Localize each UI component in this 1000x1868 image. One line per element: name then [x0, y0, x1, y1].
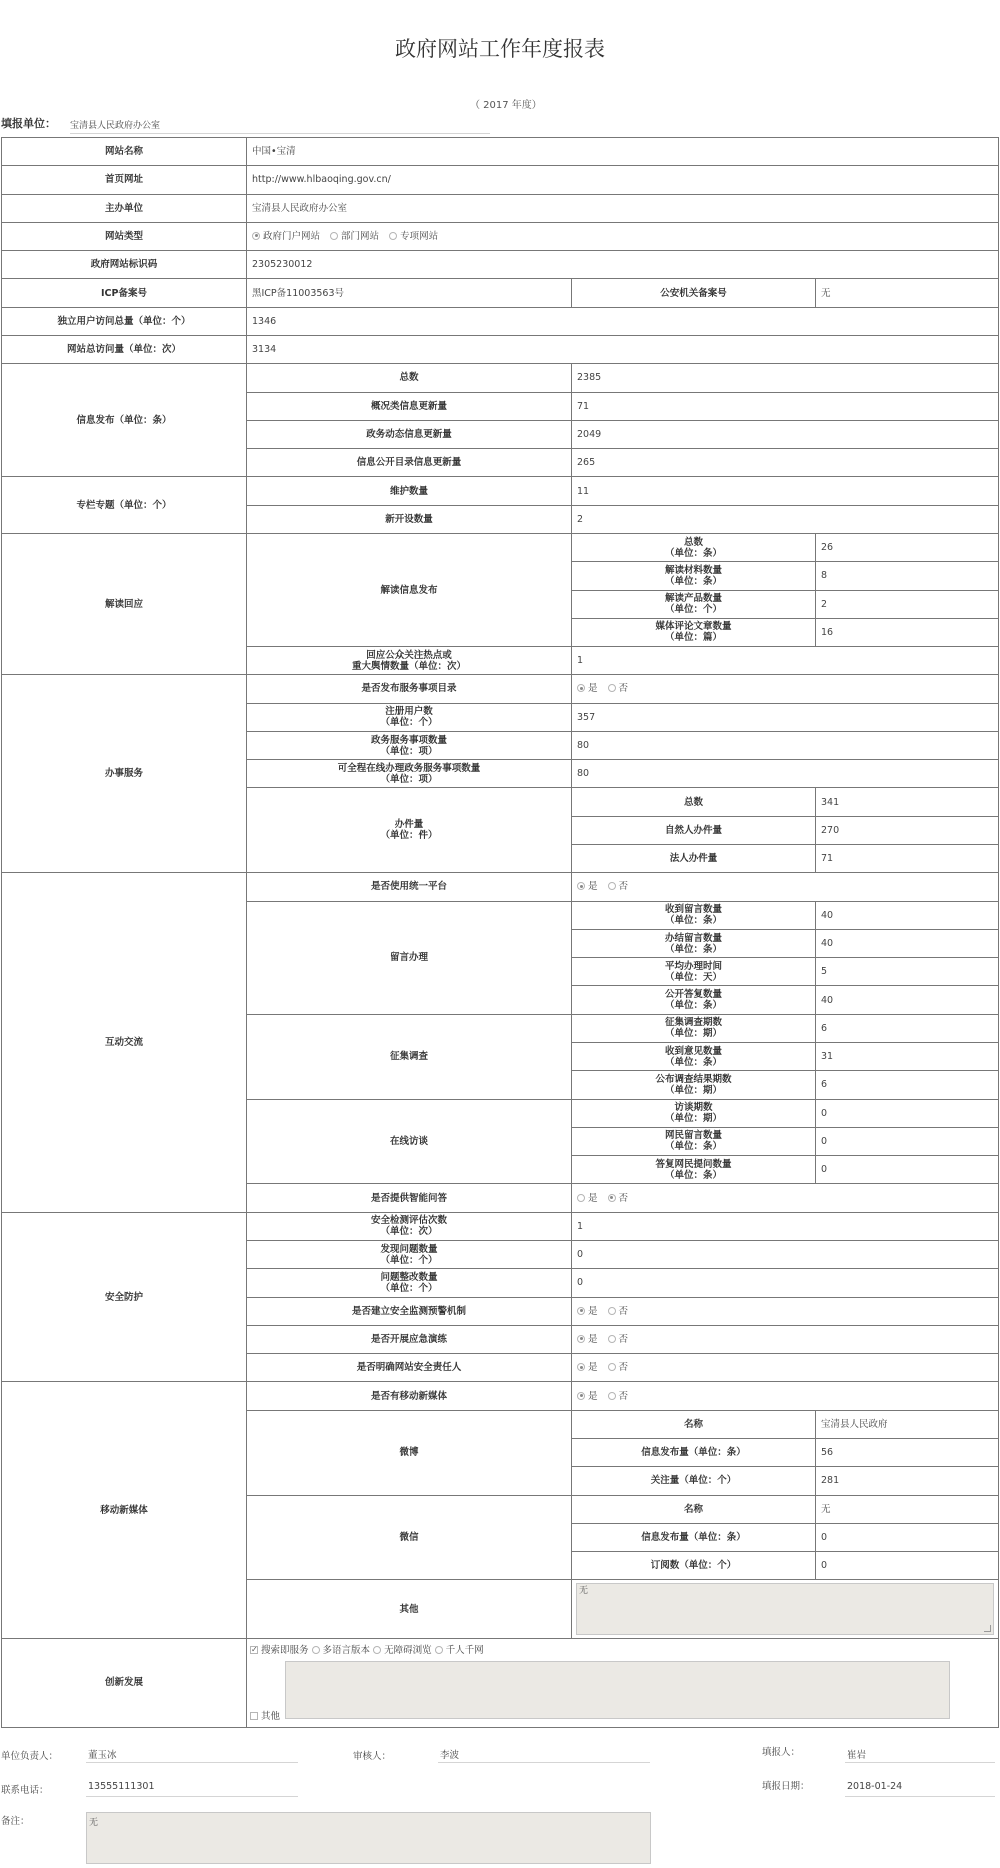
wechat-label: 微信 — [247, 1495, 572, 1580]
service-volume-item-label: 自然人办件量 — [572, 816, 816, 844]
no-option[interactable]: 否 — [608, 683, 629, 694]
no-option[interactable]: 否 — [608, 881, 629, 892]
police-record-label: 公安机关备案号 — [572, 279, 816, 307]
interaction-label: 互动交流 — [2, 873, 247, 1212]
site-code-label: 政府网站标识码 — [2, 251, 247, 279]
leader-field[interactable]: 董玉冰 — [86, 1747, 298, 1763]
radio-icon — [330, 232, 338, 240]
interpret-sub-label: 解读信息发布 — [247, 533, 572, 646]
report-table — [1, 137, 999, 1728]
yes-option[interactable]: 是 — [577, 1334, 598, 1345]
interview-item-field[interactable]: 0 — [816, 1099, 999, 1127]
service-volume-label: 办件量 （单位：件） — [247, 788, 572, 873]
interview-item-label: 答复网民提问数量 （单位：条） — [572, 1156, 816, 1184]
column-topics-item-label: 新开设数量 — [247, 505, 572, 533]
registered-users-field[interactable]: 357 — [572, 703, 999, 731]
radio-icon — [435, 1646, 443, 1654]
security-found-label: 发现问题数量 （单位：个） — [247, 1240, 572, 1268]
pv-field[interactable]: 3134 — [247, 335, 999, 363]
smart-qa-label: 是否提供智能问答 — [247, 1184, 572, 1212]
site-type-option[interactable]: 政府门户网站 — [252, 231, 320, 242]
smart-qa-radio-group — [572, 1184, 999, 1212]
drill-label: 是否开展应急演练 — [247, 1325, 572, 1353]
site-type-radio-group — [247, 222, 999, 250]
column-topics-item-field[interactable]: 2 — [572, 505, 999, 533]
home-url-label: 首页网址 — [2, 166, 247, 194]
innovation-option[interactable]: 多语言版本 — [312, 1645, 371, 1656]
interview-item-label: 网民留言数量 （单位：条） — [572, 1127, 816, 1155]
checkbox-checked-icon — [250, 1646, 258, 1654]
owner-radio-group — [572, 1354, 999, 1382]
registered-users-label: 注册用户数 （单位：个） — [247, 703, 572, 731]
service-catalog-label: 是否发布服务事项目录 — [247, 675, 572, 703]
info-publish-item-field[interactable]: 265 — [572, 449, 999, 477]
survey-item-field[interactable]: 6 — [816, 1071, 999, 1099]
remark-textarea[interactable]: 无 — [86, 1812, 651, 1864]
messages-item-field[interactable]: 40 — [816, 986, 999, 1014]
survey-item-label: 公布调查结果期数 （单位：期） — [572, 1071, 816, 1099]
service-volume-item-field[interactable]: 341 — [816, 788, 999, 816]
pv-label: 网站总访问量（单位：次） — [2, 335, 247, 363]
radio-selected-icon — [577, 1335, 585, 1343]
online-items-label: 可全程在线办理政务服务事项数量 （单位：项） — [247, 760, 572, 788]
info-publish-item-label: 概况类信息更新量 — [247, 392, 572, 420]
survey-item-field[interactable]: 31 — [816, 1043, 999, 1071]
info-publish-item-label: 政务动态信息更新量 — [247, 420, 572, 448]
report-year: （ 2017 年度） — [470, 100, 542, 111]
response-label: 回应公众关注热点或 重大舆情数量（单位：次） — [247, 647, 572, 675]
messages-item-field[interactable]: 40 — [816, 929, 999, 957]
innovation-label: 创新发展 — [2, 1638, 247, 1727]
weibo-item-field[interactable]: 281 — [816, 1467, 999, 1495]
survey-item-field[interactable]: 6 — [816, 1014, 999, 1042]
radio-icon — [608, 1307, 616, 1315]
column-topics-item-label: 维护数量 — [247, 477, 572, 505]
page-title: 政府网站工作年度报表 — [395, 37, 605, 61]
site-type-option[interactable]: 部门网站 — [330, 231, 379, 242]
radio-icon — [608, 1363, 616, 1371]
interpret-item-label: 解读产品数量 （单位：个） — [572, 590, 816, 618]
security-label: 安全防护 — [2, 1212, 247, 1382]
no-option[interactable]: 否 — [608, 1306, 629, 1317]
mobile-label: 移动新媒体 — [2, 1382, 247, 1639]
yes-option[interactable]: 是 — [577, 1306, 598, 1317]
service-catalog-radio-group — [572, 675, 999, 703]
weibo-item-field[interactable]: 56 — [816, 1438, 999, 1466]
radio-icon — [312, 1646, 320, 1654]
owner-label: 是否明确网站安全责任人 — [247, 1354, 572, 1382]
radio-selected-icon — [252, 232, 260, 240]
security-fixed-field[interactable]: 0 — [572, 1269, 999, 1297]
info-publish-item-label: 信息公开目录信息更新量 — [247, 449, 572, 477]
response-field[interactable]: 1 — [572, 647, 999, 675]
radio-icon — [577, 1194, 585, 1202]
messages-item-label: 平均办理时间 （单位：天） — [572, 958, 816, 986]
site-type-option[interactable]: 专项网站 — [389, 231, 438, 242]
mobile-other-label: 其他 — [247, 1580, 572, 1639]
weibo-label: 微博 — [247, 1410, 572, 1495]
security-found-field[interactable]: 0 — [572, 1240, 999, 1268]
uv-field[interactable]: 1346 — [247, 307, 999, 335]
interpret-item-field[interactable]: 26 — [816, 533, 999, 561]
interview-label: 在线访谈 — [247, 1099, 572, 1184]
radio-icon — [608, 684, 616, 692]
fill-unit-input[interactable]: 宝清县人民政府办公室 — [70, 116, 490, 134]
remark-label: 备注： — [1, 1816, 30, 1827]
mobile-has-radio-group — [572, 1382, 999, 1410]
innovation-cell — [247, 1638, 999, 1727]
interview-item-label: 访谈期数 （单位：期） — [572, 1099, 816, 1127]
column-topics-item-field[interactable]: 11 — [572, 477, 999, 505]
innovation-option[interactable]: ✓搜索即服务 — [250, 1645, 309, 1656]
home-url-field[interactable]: http://www.hlbaoqing.gov.cn/ — [247, 166, 999, 194]
radio-icon — [608, 1392, 616, 1400]
sponsor-label: 主办单位 — [2, 194, 247, 222]
interpret-item-field[interactable]: 2 — [816, 590, 999, 618]
radio-icon — [608, 882, 616, 890]
interpret-item-label: 解读材料数量 （单位：条） — [572, 562, 816, 590]
drill-radio-group — [572, 1325, 999, 1353]
interpret-label: 解读回应 — [2, 533, 247, 674]
security-checks-label: 安全检测评估次数 （单位：次） — [247, 1212, 572, 1240]
date-field[interactable]: 2018-01-24 — [845, 1781, 995, 1797]
wechat-item-label: 信息发布量（单位：条） — [572, 1523, 816, 1551]
service-volume-item-field[interactable]: 270 — [816, 816, 999, 844]
interview-item-field[interactable]: 0 — [816, 1127, 999, 1155]
fill-unit-label: 填报单位： — [1, 117, 56, 130]
weibo-item-label: 关注量（单位：个） — [572, 1467, 816, 1495]
messages-item-label: 办结留言数量 （单位：条） — [572, 929, 816, 957]
online-items-field[interactable]: 80 — [572, 760, 999, 788]
survey-item-label: 收到意见数量 （单位：条） — [572, 1043, 816, 1071]
info-publish-item-field[interactable]: 2049 — [572, 420, 999, 448]
info-publish-label: 信息发布（单位：条） — [2, 364, 247, 477]
info-publish-item-field[interactable]: 2385 — [572, 364, 999, 392]
innovation-other-option[interactable]: 其他 — [250, 1711, 280, 1722]
monitor-radio-group — [572, 1297, 999, 1325]
filler-field[interactable]: 崔岩 — [845, 1747, 995, 1763]
wechat-item-label: 名称 — [572, 1495, 816, 1523]
messages-item-field[interactable]: 5 — [816, 958, 999, 986]
messages-item-label: 收到留言数量 （单位：条） — [572, 901, 816, 929]
survey-item-label: 征集调查期数 （单位：期） — [572, 1014, 816, 1042]
checkbox-icon — [250, 1712, 258, 1720]
messages-item-field[interactable]: 40 — [816, 901, 999, 929]
yes-option[interactable]: 是 — [577, 683, 598, 694]
service-items-label: 政务服务事项数量 （单位：项） — [247, 731, 572, 759]
radio-icon — [373, 1646, 381, 1654]
filler-label: 填报人： — [762, 1747, 801, 1758]
yes-option[interactable]: 是 — [577, 881, 598, 892]
leader-label: 单位负责人： — [1, 1751, 59, 1762]
radio-selected-icon — [577, 684, 585, 692]
service-volume-item-label: 法人办件量 — [572, 845, 816, 873]
radio-selected-icon — [577, 1363, 585, 1371]
interview-item-field[interactable]: 0 — [816, 1156, 999, 1184]
yes-option[interactable]: 是 — [577, 1193, 598, 1204]
radio-selected-icon — [577, 1392, 585, 1400]
interpret-item-field[interactable]: 8 — [816, 562, 999, 590]
platform-radio-group — [572, 873, 999, 901]
column-topics-label: 专栏专题（单位：个） — [2, 477, 247, 534]
mobile-other-cell — [572, 1580, 999, 1639]
site-type-label: 网站类型 — [2, 222, 247, 250]
weibo-item-label: 信息发布量（单位：条） — [572, 1438, 816, 1466]
weibo-item-field[interactable]: 宝清县人民政府 — [816, 1410, 999, 1438]
innovation-other-textarea[interactable] — [285, 1661, 950, 1719]
mobile-other-textarea[interactable]: 无 — [576, 1583, 994, 1635]
service-volume-item-field[interactable]: 71 — [816, 845, 999, 873]
platform-label: 是否使用统一平台 — [247, 873, 572, 901]
site-code-field[interactable]: 2305230012 — [247, 251, 999, 279]
no-option[interactable]: 否 — [608, 1362, 629, 1373]
reviewer-field[interactable]: 李波 — [438, 1747, 650, 1763]
security-checks-field[interactable]: 1 — [572, 1212, 999, 1240]
icp-field[interactable]: 黑ICP备11003563号 — [247, 279, 572, 307]
weibo-item-label: 名称 — [572, 1410, 816, 1438]
police-record-field[interactable]: 无 — [816, 279, 999, 307]
service-label: 办事服务 — [2, 675, 247, 873]
security-fixed-label: 问题整改数量 （单位：个） — [247, 1269, 572, 1297]
innovation-option[interactable]: 无障碍浏览 — [373, 1645, 432, 1656]
radio-selected-icon — [608, 1194, 616, 1202]
yes-option[interactable]: 是 — [577, 1362, 598, 1373]
messages-label: 留言办理 — [247, 901, 572, 1014]
wechat-item-field[interactable]: 无 — [816, 1495, 999, 1523]
service-volume-item-label: 总数 — [572, 788, 816, 816]
uv-label: 独立用户访问总量（单位：个） — [2, 307, 247, 335]
wechat-item-field[interactable]: 0 — [816, 1552, 999, 1580]
date-label: 填报日期： — [762, 1781, 810, 1792]
sponsor-field[interactable]: 宝清县人民政府办公室 — [247, 194, 999, 222]
interpret-item-label: 总数 （单位：条） — [572, 533, 816, 561]
radio-icon — [608, 1335, 616, 1343]
no-option[interactable]: 否 — [608, 1193, 629, 1204]
survey-label: 征集调查 — [247, 1014, 572, 1099]
reviewer-label: 审核人： — [353, 1751, 392, 1762]
wechat-item-label: 订阅数（单位：个） — [572, 1552, 816, 1580]
site-name-label: 网站名称 — [2, 138, 247, 166]
innovation-options — [250, 1645, 484, 1656]
info-publish-item-field[interactable]: 71 — [572, 392, 999, 420]
no-option[interactable]: 否 — [608, 1334, 629, 1345]
monitor-label: 是否建立安全监测预警机制 — [247, 1297, 572, 1325]
site-name-field[interactable]: 中国•宝清 — [247, 138, 999, 166]
phone-field[interactable]: 13555111301 — [86, 1781, 298, 1797]
innovation-option[interactable]: 千人千网 — [435, 1645, 484, 1656]
phone-label: 联系电话： — [1, 1785, 49, 1796]
mobile-has-label: 是否有移动新媒体 — [247, 1382, 572, 1410]
wechat-item-field[interactable]: 0 — [816, 1523, 999, 1551]
yes-option[interactable]: 是 — [577, 1391, 598, 1402]
info-publish-item-label: 总数 — [247, 364, 572, 392]
interpret-item-field[interactable]: 16 — [816, 618, 999, 646]
icp-label: ICP备案号 — [2, 279, 247, 307]
messages-item-label: 公开答复数量 （单位：条） — [572, 986, 816, 1014]
service-items-field[interactable]: 80 — [572, 731, 999, 759]
radio-icon — [389, 232, 397, 240]
interpret-item-label: 媒体评论文章数量 （单位：篇） — [572, 618, 816, 646]
radio-selected-icon — [577, 882, 585, 890]
no-option[interactable]: 否 — [608, 1391, 629, 1402]
radio-selected-icon — [577, 1307, 585, 1315]
